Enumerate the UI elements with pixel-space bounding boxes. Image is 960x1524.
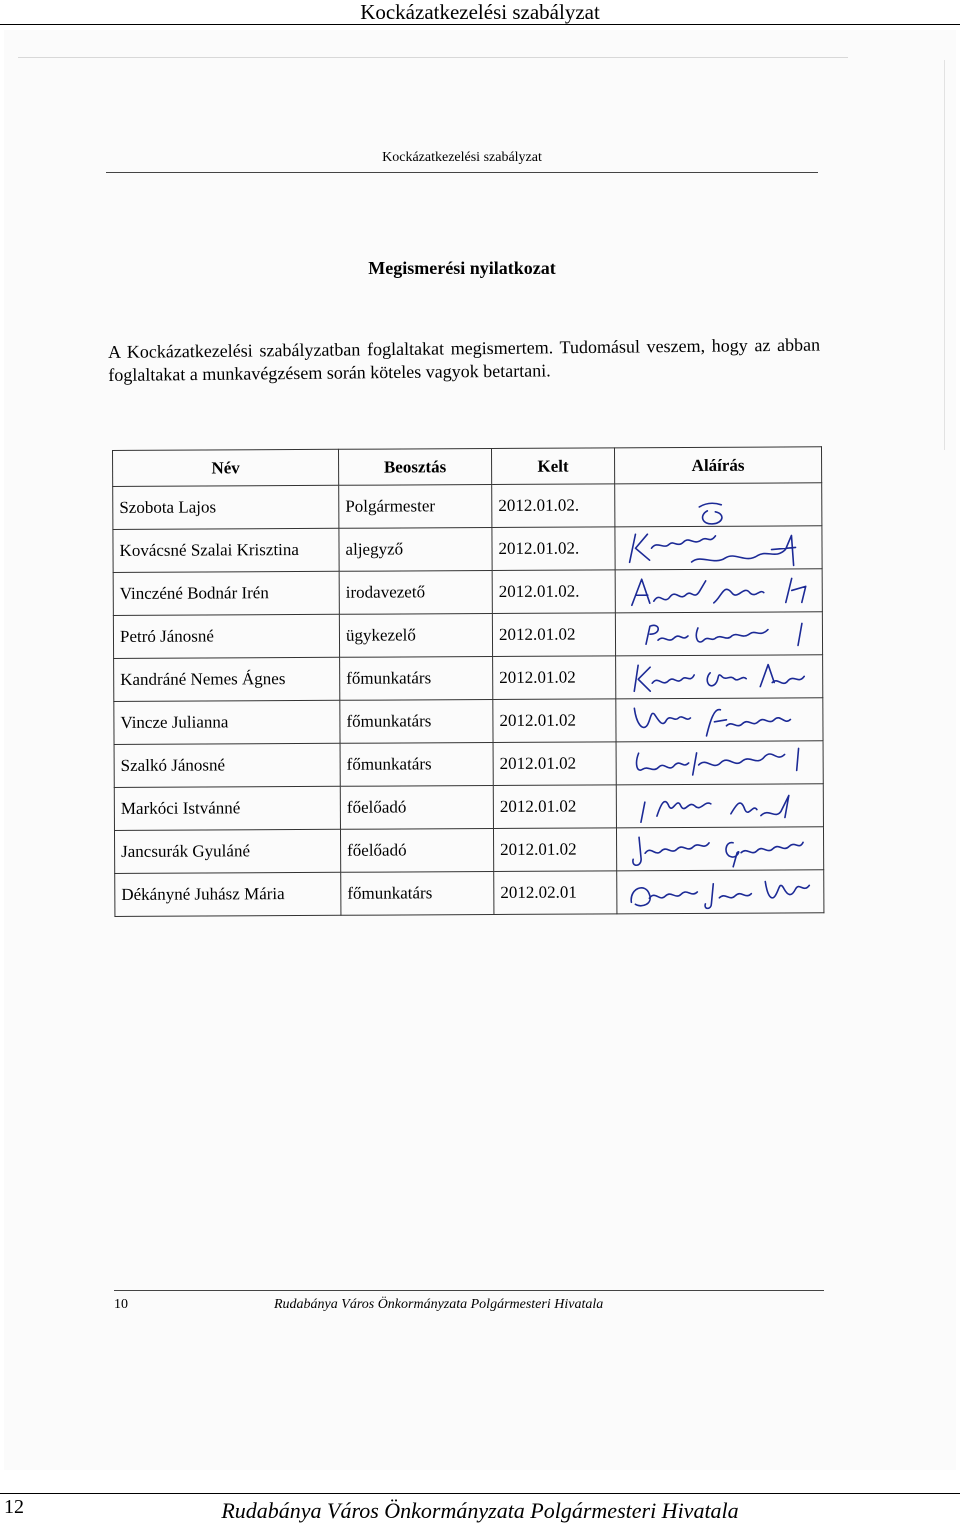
cell-role: főelőadó (340, 786, 493, 830)
cell-signature (616, 784, 823, 828)
table-row (113, 483, 822, 530)
handwritten-signature (623, 742, 817, 783)
table-row (114, 655, 823, 702)
table-row (115, 870, 824, 917)
cell-date: 2012.01.02 (493, 785, 616, 829)
cell-date: 2012.01.02 (493, 656, 616, 700)
page-footer-institution: Rudabánya Város Önkormányzata Polgármesteri Hivatala (221, 1498, 739, 1523)
table-row (113, 569, 822, 616)
scan-edge-line (944, 60, 945, 450)
column-header-role: Beosztás (338, 449, 491, 486)
cell-date: 2012.01.02 (493, 742, 616, 786)
cell-date: 2012.01.02. (492, 570, 615, 614)
cell-signature (616, 741, 823, 785)
cell-signature (617, 870, 824, 914)
document-footer-institution: Rudabánya Város Önkormányzata Polgármesteri Hivatala (274, 1297, 604, 1312)
cell-role: Polgármester (339, 485, 492, 529)
handwritten-signature (622, 699, 816, 740)
handwritten-signature (622, 570, 816, 611)
cell-role: főmunkatárs (340, 657, 493, 701)
cell-name: Jancsurák Gyuláné (114, 829, 340, 873)
cell-name: Dékányné Juhász Mária (115, 872, 341, 916)
acknowledgement-table (112, 446, 824, 917)
handwritten-signature (622, 613, 816, 654)
table-row (114, 698, 823, 745)
cell-signature (615, 612, 822, 656)
cell-role: főmunkatárs (340, 700, 493, 744)
cell-date: 2012.01.02. (492, 484, 615, 528)
column-header-signature: Aláírás (614, 447, 821, 484)
table-row (113, 526, 822, 573)
column-header-date: Kelt (491, 448, 614, 485)
cell-role: aljegyző (339, 528, 492, 572)
handwritten-signature (622, 656, 816, 697)
document-statement: A Kockázatkezelési szabályzatban foglaltakat megismertem. Tudomásul veszem, hogy az abban foglaltakat a munkavégzésem során köteles vagyok betartani. (108, 334, 821, 385)
cell-name: Szobota Lajos (113, 485, 339, 529)
cell-name: Kovácsné Szalai Krisztina (113, 528, 339, 572)
cell-name: Vinczéné Bodnár Irén (113, 571, 339, 615)
handwritten-signature (623, 785, 817, 826)
cell-role: ügykezelő (339, 614, 492, 658)
document-page-number: 10 (114, 1297, 128, 1312)
handwritten-signature (621, 527, 815, 568)
cell-name: Markóci Istvánné (114, 786, 340, 830)
cell-name: Kandráné Nemes Ágnes (114, 657, 340, 701)
scan-edge-line (18, 57, 848, 58)
table-row (113, 612, 822, 659)
cell-name: Vincze Julianna (114, 700, 340, 744)
page-header (0, 0, 960, 25)
cell-role: irodavezető (339, 571, 492, 615)
page-footer (0, 1493, 960, 1523)
handwritten-signature (623, 871, 817, 912)
cell-name: Petró Jánosné (113, 614, 339, 658)
cell-signature (616, 698, 823, 742)
scanned-page (4, 30, 956, 1470)
cell-signature (615, 569, 822, 613)
cell-role: főelőadó (340, 829, 493, 873)
cell-date: 2012.02.01 (494, 871, 617, 915)
column-header-name: Név (113, 449, 339, 486)
cell-signature (616, 655, 823, 699)
cell-date: 2012.01.02 (493, 699, 616, 743)
page-number: 12 (4, 1496, 24, 1518)
cell-role: főmunkatárs (341, 872, 494, 916)
handwritten-signature (623, 828, 817, 869)
document-footer (114, 1290, 824, 1313)
table-row (114, 741, 823, 788)
cell-date: 2012.01.02. (492, 527, 615, 571)
table-row (114, 827, 823, 874)
table-row (114, 784, 823, 831)
cell-signature (615, 526, 822, 570)
cell-signature (616, 827, 823, 871)
document-header: Kockázatkezelési szabályzat (106, 150, 818, 173)
table-header-row (113, 447, 822, 487)
handwritten-signature (621, 484, 815, 525)
cell-name: Szalkó Jánosné (114, 743, 340, 787)
cell-signature (615, 483, 822, 527)
cell-role: főmunkatárs (340, 743, 493, 787)
page-header-title: Kockázatkezelési szabályzat (360, 0, 600, 24)
cell-date: 2012.01.02 (493, 828, 616, 872)
document-title: Megismerési nyilatkozat (368, 258, 556, 278)
cell-date: 2012.01.02 (492, 613, 615, 657)
